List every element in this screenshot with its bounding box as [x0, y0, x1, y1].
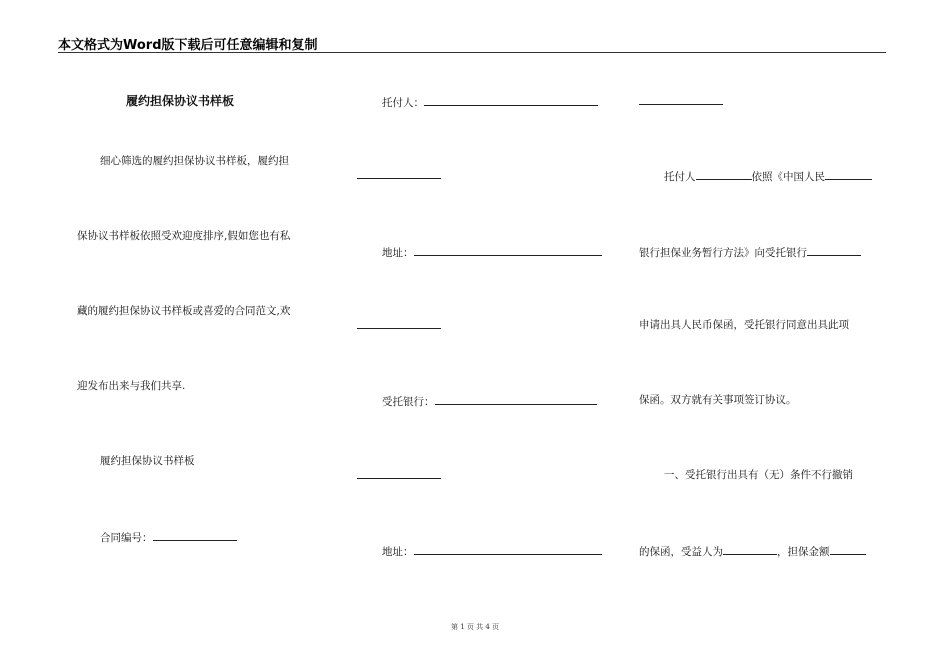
document-banner: 本文格式为Word版下载后可任意编辑和复制 [58, 38, 318, 53]
entruster-name-blank[interactable] [696, 168, 752, 180]
entruster-row [382, 94, 598, 110]
section-subtitle: 履约担保协议书样板 [100, 455, 195, 467]
entruster-continuation-line[interactable] [357, 178, 441, 179]
agreement-line-1-part-a: 托付人 [664, 171, 696, 183]
address-field-1[interactable] [414, 244, 602, 256]
clause-1-line-2-part-b: ，担保金额 [777, 546, 830, 558]
beneficiary-blank[interactable] [723, 543, 777, 555]
intro-line-3: 藏的履约担保协议书样板或喜爱的合同范文,欢 [77, 305, 291, 317]
bank-field[interactable] [435, 393, 597, 405]
agreement-line-1-part-b: 依照《中国人民 [751, 171, 825, 183]
agreement-line-1 [664, 168, 872, 184]
agreement-line-2-text: 银行担保业务暂行方法》向受托银行 [639, 247, 807, 259]
clause-1-line-2 [639, 543, 866, 559]
contract-number-row [100, 529, 237, 545]
intro-line-1: 细心筛选的履约担保协议书样板，履约担 [100, 155, 289, 167]
top-continuation-line[interactable] [639, 104, 723, 105]
page-footer: 第 1 页 共 4 页 [450, 623, 500, 631]
document-title: 履约担保协议书样板 [126, 94, 235, 108]
clause-1-line-1: 一、受托银行出具有（无）条件不行撤销 [664, 469, 853, 481]
contract-number-field[interactable] [153, 529, 237, 541]
intro-line-4: 迎发布出来与我们共享. [77, 380, 186, 392]
bank-continuation-line[interactable] [357, 478, 441, 479]
clause-1-line-2-part-a: 的保函，受益人为 [639, 546, 723, 558]
guarantee-amount-blank[interactable] [830, 543, 866, 555]
entruster-field[interactable] [424, 94, 598, 106]
agreement-line-4: 保函。双方就有关事项签订协议。 [639, 394, 797, 406]
bank-name-blank[interactable] [807, 244, 861, 256]
address-continuation-line-1[interactable] [357, 328, 441, 329]
contract-number-label: 合同编号： [100, 532, 153, 544]
address-label-2: 地址： [382, 546, 414, 558]
entruster-label: 托付人： [382, 97, 424, 109]
bank-row [382, 393, 597, 409]
bank-label: 受托银行： [382, 396, 435, 408]
address-row-2 [382, 543, 602, 559]
agreement-line-3: 申请出具人民币保函，受托银行同意出具此项 [639, 319, 849, 331]
agreement-line-1-blank[interactable] [825, 168, 872, 180]
header-rule [58, 52, 886, 53]
address-label-1: 地址： [382, 247, 414, 259]
address-field-2[interactable] [414, 543, 602, 555]
intro-line-2: 保协议书样板依照受欢迎度排序,假如您也有私 [77, 230, 291, 242]
address-row-1 [382, 244, 602, 260]
agreement-line-2 [639, 244, 861, 260]
